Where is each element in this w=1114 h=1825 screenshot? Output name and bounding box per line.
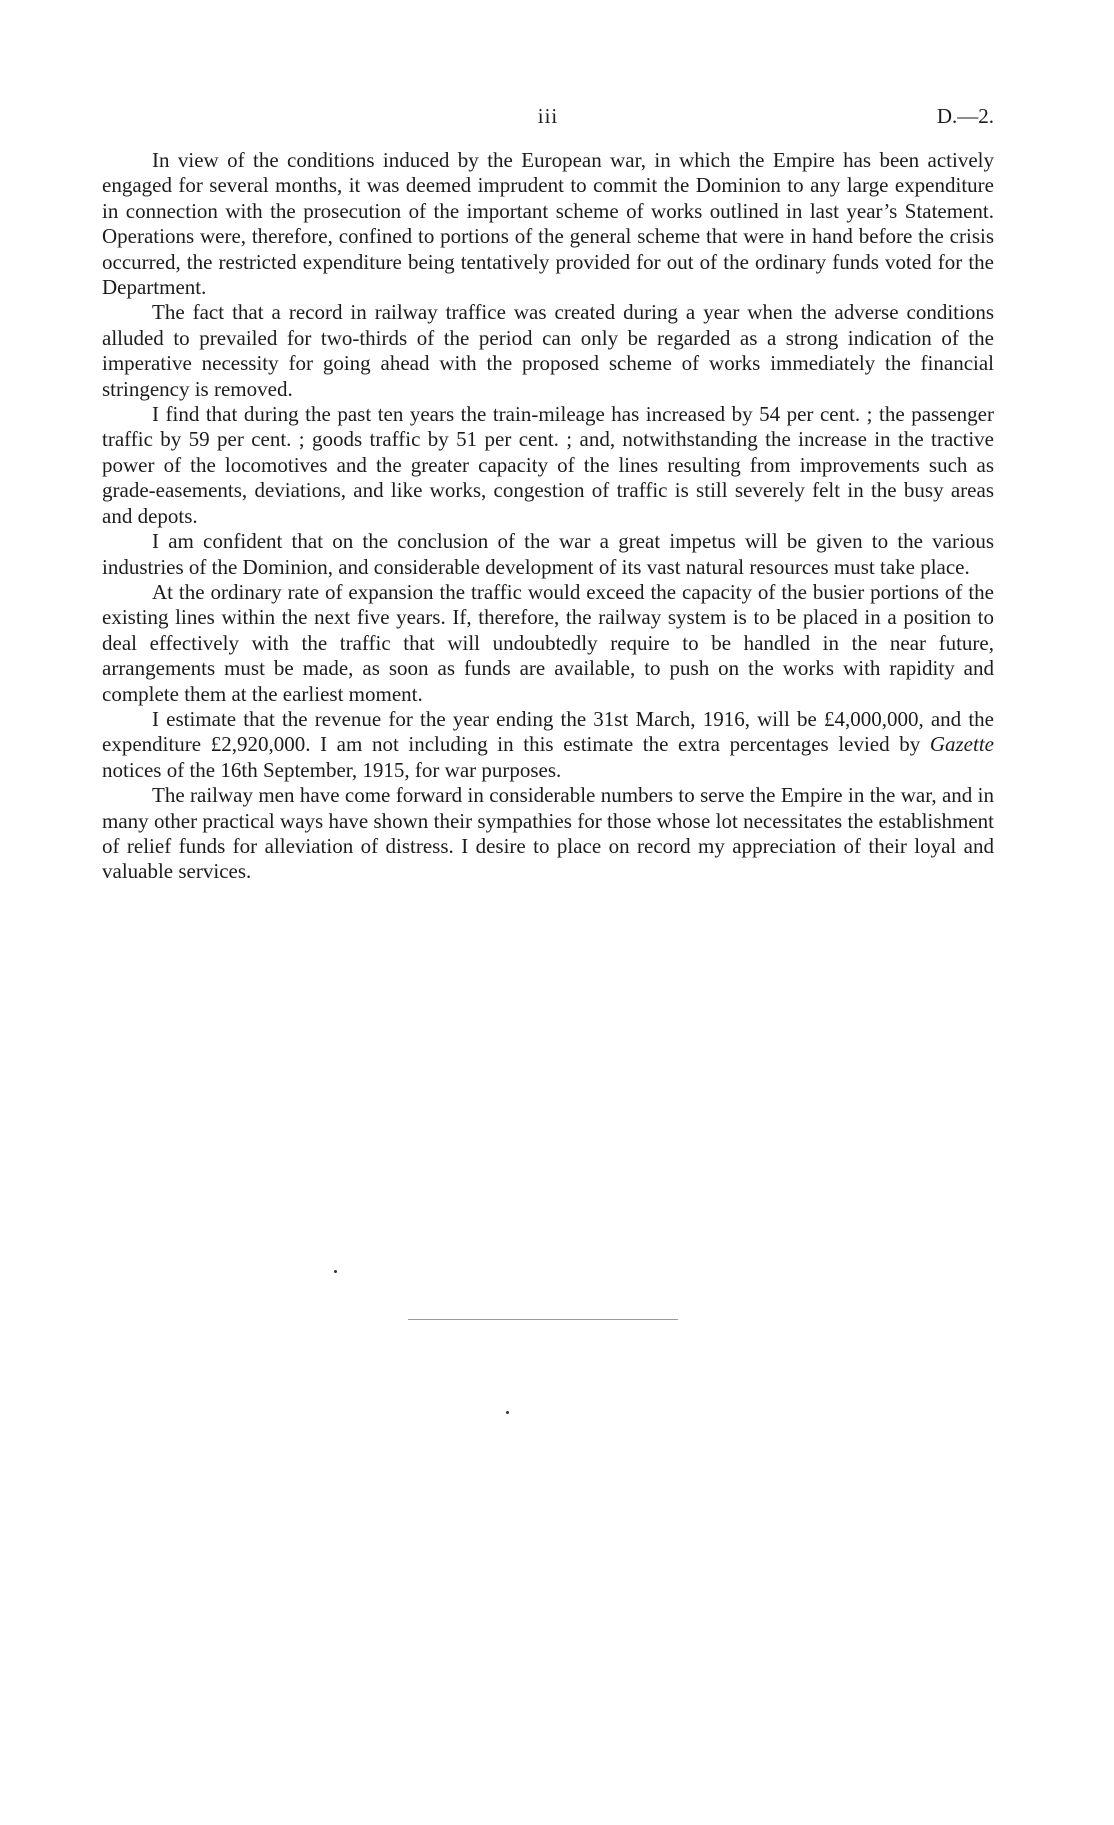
closing-rule (408, 1319, 678, 1320)
paragraph-record-traffic: The fact that a record in railway traffice was created during a year when the adverse conditions alluded to prevailed for two-thirds of the period can only be regarded as a strong indication of the imperative necessity for going ahead with the proposed scheme of works immediately the financial stringency is removed. (102, 300, 994, 401)
body-text (102, 148, 994, 885)
page-header (102, 104, 994, 132)
paragraph-railway-men: The railway men have come forward in considerable numbers to serve the Empire in the war, and in many other practical ways have shown their sympathies for those whose lot necessitates the establishment of relief funds for alleviation of distress. I desire to place on record my appreciation of their loyal and valuable services. (102, 783, 994, 884)
paragraph-war-conditions: In view of the conditions induced by the European war, in which the Empire has been actively engaged for several months, it was deemed imprudent to commit the Dominion to any large expenditure in connection with the prosecution of the important scheme of works outlined in last year’s Statement. Operations were, therefore, confined to portions of the general scheme that were in hand before the crisis occurred, the restricted expenditure being tentatively provided for out of the ordinary funds voted for the Department. (102, 148, 994, 300)
ink-speck (334, 1270, 337, 1273)
paragraph-expansion-rate: At the ordinary rate of expansion the traffic would exceed the capacity of the busier portions of the existing lines within the next five years. If, therefore, the railway system is to be placed in a position to deal effectively with the traffic that will undoubtedly require to be handled in the near future, arrangements must be made, as soon as funds are available, to push on the works with rapidity and complete them at the earliest moment. (102, 579, 994, 706)
page-number: iii (537, 104, 559, 128)
paragraph-traffic-growth: I find that during the past ten years the train-mileage has increased by 54 per cent. ; the passenger traffic by 59 per cent. ; goods traffic by 51 per cent. ; and, notwithstanding the increase in the tractive power of the locomotives and the greater capacity of the lines resulting from improvements such as grade-easements, deviations, and like works, congestion of traffic is still severely felt in the busy areas and depots. (102, 402, 994, 528)
paragraph-revenue-estimate: I estimate that the revenue for the year ending the 31st March, 1916, will be £4,000,000, and the expenditure £2,920,000. I am not including in this estimate the extra percentages levied by Gazette notices of the 16th September, 1915, for war purposes. (102, 706, 994, 782)
document-reference: D.—2. (936, 104, 994, 128)
paragraph-post-war-impetus: I am confident that on the conclusion of the war a great impetus will be given to the various industries of the Dominion, and considerable development of its vast natural resources must take place. (102, 529, 994, 579)
ink-speck (506, 1411, 509, 1414)
